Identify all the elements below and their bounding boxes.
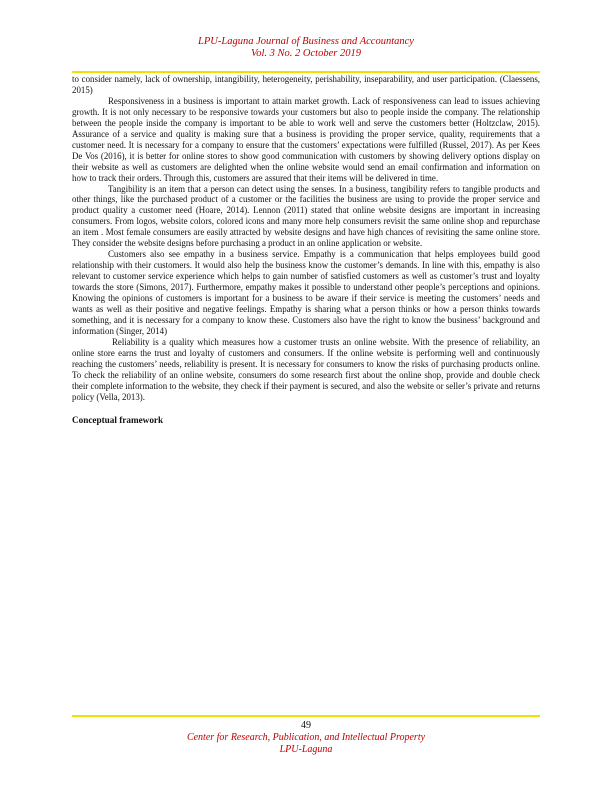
footer-center-name: Center for Research, Publication, and Intellectual Property bbox=[186, 732, 426, 743]
paragraph-reliability: Reliability is a quality which measures how a customer trusts an online website. With the presence of reliability, an online store earns the trust and loyalty of customers and consumers. If the online website is performing well and continuously reaching the customers’ needs, reliability is present. It is necessary for consumers to know the risks of purchasing products online. To check the reliability of an online website, consumers do some research first about the online shop, provide and double check their complete information to the website, they check if their payment is secured, and also the website or seller’s private and returns policy (Vella, 2013). bbox=[72, 336, 540, 402]
footer-divider bbox=[72, 715, 540, 717]
paragraph-tangibility: Tangibility is an item that a person can detect using the senses. In a business, tangibility refers to tangible products and other things, like the purchased product of a customer or the facilities the business are using to provide the proper service and product quality a customer need (Hoare, 2014). Lennon (2011) stated that online website designs are important in increasing consumers. From logos, website colors, colored icons and many more help consumers revisit the same online shop and repurchase an item . Most female consumers are easily attracted by website designs and have high chances of revisiting the same online store. They consider the website designs before purchasing a product in an online application or website. bbox=[72, 183, 540, 249]
journal-title: LPU-Laguna Journal of Business and Accountancy bbox=[198, 36, 414, 47]
running-header bbox=[72, 36, 540, 60]
header-divider bbox=[72, 71, 540, 73]
article-body bbox=[72, 74, 540, 426]
section-heading: Conceptual framework bbox=[72, 414, 164, 425]
footer-institution: LPU-Laguna bbox=[279, 744, 333, 755]
paragraph-empathy: Customers also see empathy in a business service. Empathy is a communication that helps employees build good relationship with their customers. It would also help the business know the customer’s demands. In line with this, empathy is also relevant to customer service experience which helps to gain number of satisfied customers as well as customer’s trust and loyalty towards the store (Simons, 2017). Furthermore, empathy makes it possible to understand other people’s perceptions and opinions. Knowing the opinions of customers is important for a business to be aware if their service is meeting the customers’ needs and wants as well as their positive and negative feelings. Empathy is sharing what a person thinks or how a person thinks towards something, and it is necessary for a company to know these. Customers also have the right to know the business’ background and information (Singer, 2014) bbox=[72, 249, 540, 336]
running-footer bbox=[72, 732, 540, 756]
paragraph-responsiveness: Responsiveness in a business is important to attain market growth. Lack of responsiveness can lead to issues achieving growth. It is not only necessary to be responsive towards your customers but also to people inside the company. The relationship between the people inside the company is important to be able to work well and serve the customers better (Holtzclaw, 2015). Assurance of a service and quality is making sure that a business is providing the proper service, quality, requirements that a customer need. It is necessary for a company to ensure that the customers’ expectations were fulfilled (Russel, 2017). As per Kees De Vos (2016), it is better for online stores to show good communication with customers by showing delivery options display on their website as well as customers are delighted when the online website would send an email confirmation and information on how to track their orders. Through this, customers are assured that their items will be delivered in time. bbox=[72, 95, 540, 183]
journal-issue: Vol. 3 No. 2 October 2019 bbox=[251, 48, 361, 59]
page-number: 49 bbox=[301, 720, 311, 731]
paragraph-continuation: to consider namely, lack of ownership, intangibility, heterogeneity, perishability, inseparability, and user participation. (Claessens, 2015) bbox=[72, 74, 540, 95]
